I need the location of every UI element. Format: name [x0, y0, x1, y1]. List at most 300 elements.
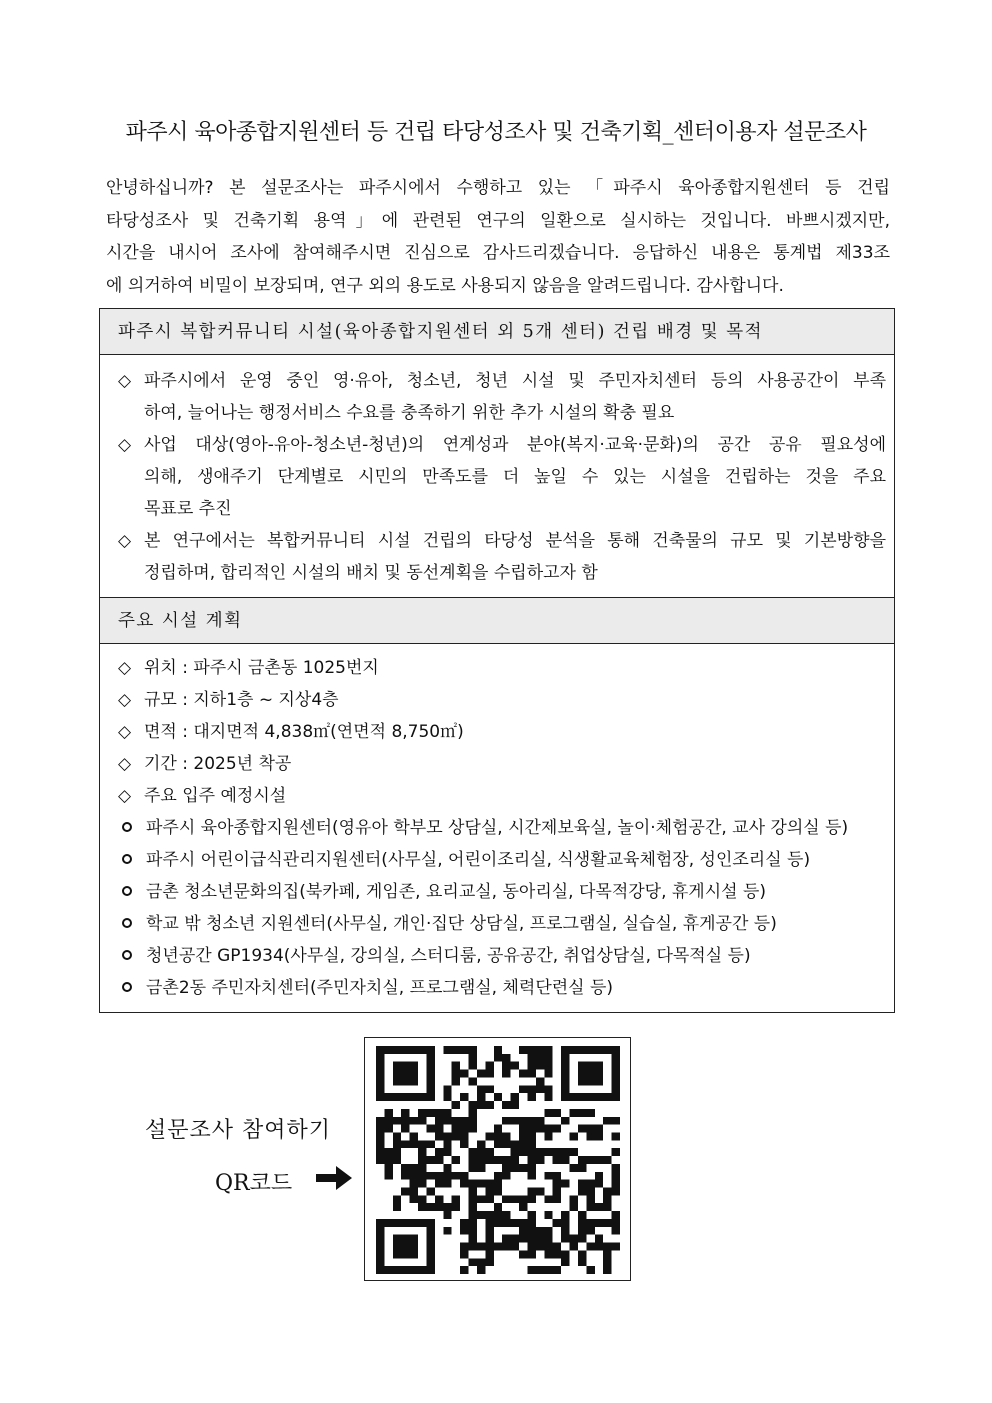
qr-module: [485, 1180, 493, 1188]
qr-module: [376, 1219, 384, 1227]
qr-module: [586, 1093, 594, 1101]
qr-module: [578, 1188, 586, 1196]
qr-module: [527, 1227, 535, 1235]
qr-module: [418, 1093, 426, 1101]
qr-module: [578, 1164, 586, 1172]
qr-module: [376, 1266, 384, 1274]
qr-module: [586, 1156, 594, 1164]
qr-module: [561, 1156, 569, 1164]
qr-module: [469, 1109, 477, 1117]
diamond-icon: ◇: [118, 690, 132, 710]
qr-module: [384, 1219, 392, 1227]
qr-module: [485, 1132, 493, 1140]
qr-module: [393, 1243, 401, 1251]
qr-module: [443, 1132, 451, 1140]
qr-module: [527, 1188, 535, 1196]
qr-module: [561, 1085, 569, 1093]
qr-module: [536, 1148, 544, 1156]
qr-module: [477, 1243, 485, 1251]
qr-module: [519, 1219, 527, 1227]
qr-module: [418, 1117, 426, 1125]
qr-module: [485, 1188, 493, 1196]
qr-module: [443, 1046, 451, 1054]
qr-module: [418, 1148, 426, 1156]
qr-module: [426, 1258, 434, 1266]
qr-module: [544, 1109, 552, 1117]
qr-module: [595, 1219, 603, 1227]
qr-module: [460, 1046, 468, 1054]
qr-module: [393, 1148, 401, 1156]
qr-module: [536, 1062, 544, 1070]
qr-module: [519, 1250, 527, 1258]
qr-module: [595, 1172, 603, 1180]
qr-module: [603, 1250, 611, 1258]
qr-module: [376, 1243, 384, 1251]
qr-module: [502, 1054, 510, 1062]
qr-module: [460, 1070, 468, 1078]
qr-module: [485, 1101, 493, 1109]
qr-module: [595, 1077, 603, 1085]
qr-module: [527, 1054, 535, 1062]
qr-module: [561, 1250, 569, 1258]
qr-module: [578, 1109, 586, 1117]
qr-module: [393, 1195, 401, 1203]
qr-module: [586, 1070, 594, 1078]
qr-module: [435, 1156, 443, 1164]
qr-module: [401, 1243, 409, 1251]
qr-module: [452, 1062, 460, 1070]
qr-module: [452, 1203, 460, 1211]
qr-module: [595, 1070, 603, 1078]
qr-module: [586, 1132, 594, 1140]
qr-module: [485, 1070, 493, 1078]
facility-item: 금촌 청소년문화의집(북카페, 게임존, 요리교실, 동아리실, 다목적강당, 휴게시설 등): [110, 876, 886, 908]
bullet-line: 정립하며, 합리적인 시설의 배치 및 동선계획을 수립하고자 함: [144, 563, 598, 583]
qr-module: [376, 1250, 384, 1258]
qr-module: [469, 1046, 477, 1054]
qr-module: [519, 1085, 527, 1093]
qr-module: [502, 1235, 510, 1243]
qr-module: [485, 1156, 493, 1164]
qr-module: [544, 1148, 552, 1156]
qr-module: [502, 1062, 510, 1070]
qr-module: [612, 1046, 620, 1054]
qr-module: [401, 1266, 409, 1274]
qr-module: [452, 1195, 460, 1203]
qr-module: [502, 1164, 510, 1172]
qr-module: [485, 1062, 493, 1070]
qr-module: [502, 1156, 510, 1164]
qr-module: [536, 1046, 544, 1054]
qr-module: [452, 1077, 460, 1085]
qr-module: [410, 1140, 418, 1148]
qr-module: [435, 1180, 443, 1188]
qr-module: [502, 1117, 510, 1125]
qr-module: [570, 1235, 578, 1243]
qr-module: [536, 1054, 544, 1062]
qr-module: [511, 1117, 519, 1125]
qr-module: [460, 1093, 468, 1101]
qr-module: [502, 1172, 510, 1180]
qr-module: [553, 1195, 561, 1203]
qr-module: [603, 1195, 611, 1203]
qr-module: [578, 1077, 586, 1085]
qr-module: [393, 1132, 401, 1140]
qr-module: [418, 1266, 426, 1274]
qr-module: [586, 1125, 594, 1133]
qr-module: [485, 1243, 493, 1251]
intro-line: 에 의거하여 비밀이 보장되며, 연구 외의 용도로 사용되지 않음을 알려드립니다. 감사합니다.: [106, 275, 784, 296]
qr-module: [384, 1266, 392, 1274]
qr-module: [544, 1211, 552, 1219]
qr-module: [527, 1070, 535, 1078]
qr-module: [384, 1117, 392, 1125]
qr-module: [511, 1062, 519, 1070]
qr-module: [401, 1172, 409, 1180]
qr-module: [477, 1211, 485, 1219]
qr-module: [426, 1140, 434, 1148]
qr-module: [469, 1235, 477, 1243]
qr-module: [527, 1235, 535, 1243]
qr-module: [595, 1203, 603, 1211]
qr-module: [519, 1148, 527, 1156]
qr-module: [401, 1077, 409, 1085]
qr-module: [410, 1243, 418, 1251]
qr-module: [578, 1211, 586, 1219]
qr-module: [393, 1140, 401, 1148]
qr-module: [578, 1046, 586, 1054]
qr-module: [553, 1266, 561, 1274]
qr-module: [384, 1109, 392, 1117]
qr-module: [410, 1117, 418, 1125]
qr-code-frame[interactable]: [364, 1037, 631, 1281]
intro-line: 안녕하십니까? 본 설문조사는 파주시에서 수행하고 있는 「파주시 육아종합지원센터 등 건립: [106, 178, 890, 198]
qr-module: [426, 1243, 434, 1251]
qr-module: [544, 1227, 552, 1235]
qr-module: [527, 1266, 535, 1274]
qr-module: [586, 1219, 594, 1227]
qr-module: [418, 1195, 426, 1203]
qr-module: [544, 1093, 552, 1101]
qr-module: [401, 1093, 409, 1101]
qr-module: [393, 1266, 401, 1274]
qr-module: [426, 1250, 434, 1258]
qr-module: [410, 1132, 418, 1140]
qr-module: [460, 1250, 468, 1258]
plan-item: ◇ 기간 : 2025년 착공: [118, 748, 886, 780]
qr-module: [578, 1219, 586, 1227]
qr-code-icon[interactable]: [376, 1046, 620, 1274]
qr-module: [502, 1243, 510, 1251]
qr-module: [612, 1093, 620, 1101]
qr-module: [595, 1243, 603, 1251]
qr-module: [401, 1062, 409, 1070]
qr-module: [527, 1164, 535, 1172]
qr-module: [494, 1172, 502, 1180]
qr-module: [469, 1148, 477, 1156]
qr-module: [536, 1243, 544, 1251]
qr-module: [570, 1109, 578, 1117]
qr-module: [393, 1093, 401, 1101]
circle-bullet-icon: [122, 854, 132, 864]
qr-module: [527, 1195, 535, 1203]
qr-module: [376, 1070, 384, 1078]
qr-module: [519, 1046, 527, 1054]
qr-module: [578, 1062, 586, 1070]
qr-module: [469, 1243, 477, 1251]
qr-module: [376, 1085, 384, 1093]
facility-item: 학교 밖 청소년 지원센터(사무실, 개인·집단 상담실, 프로그램실, 실습실, 휴게공간 등): [110, 908, 886, 940]
qr-module: [426, 1188, 434, 1196]
qr-module: [595, 1062, 603, 1070]
qr-module: [561, 1117, 569, 1125]
qr-module: [410, 1195, 418, 1203]
qr-module: [527, 1219, 535, 1227]
qr-module: [519, 1125, 527, 1133]
circle-bullet-icon: [122, 918, 132, 928]
qr-module: [393, 1046, 401, 1054]
document-title: 파주시 육아종합지원센터 등 건립 타당성조사 및 건축기획_센터이용자 설문조사: [125, 120, 867, 145]
qr-module: [376, 1125, 384, 1133]
qr-module: [469, 1258, 477, 1266]
qr-module: [578, 1125, 586, 1133]
facility-item: 파주시 육아종합지원센터(영유아 학부모 상담실, 시간제보육실, 놀이·체험공간, 교사 강의실 등): [110, 812, 886, 844]
qr-module: [570, 1203, 578, 1211]
qr-module: [443, 1148, 451, 1156]
qr-module: [553, 1219, 561, 1227]
qr-module: [401, 1164, 409, 1172]
qr-module: [511, 1243, 519, 1251]
qr-module: [384, 1046, 392, 1054]
qr-module: [469, 1227, 477, 1235]
qr-module: [494, 1093, 502, 1101]
qr-module: [443, 1180, 451, 1188]
qr-module: [553, 1250, 561, 1258]
qr-module: [376, 1046, 384, 1054]
qr-module: [511, 1093, 519, 1101]
intro-line: 시간을 내시어 조사에 참여해주시면 진심으로 감사드리겠습니다. 응답하신 내용은 통계법 제33조: [106, 243, 890, 263]
qr-module: [586, 1062, 594, 1070]
qr-module: [502, 1211, 510, 1219]
qr-module: [494, 1180, 502, 1188]
plan-item: ◇ 주요 입주 예정시설: [118, 780, 886, 812]
qr-module: [469, 1180, 477, 1188]
qr-module: [527, 1062, 535, 1070]
qr-module: [553, 1109, 561, 1117]
qr-module: [536, 1156, 544, 1164]
qr-module: [443, 1093, 451, 1101]
qr-module: [612, 1085, 620, 1093]
qr-module: [612, 1211, 620, 1219]
qr-module: [469, 1188, 477, 1196]
circle-bullet-icon: [122, 950, 132, 960]
qr-module: [612, 1180, 620, 1188]
qr-module: [544, 1085, 552, 1093]
qr-module: [418, 1140, 426, 1148]
qr-module: [570, 1132, 578, 1140]
facility-plan-section: [99, 597, 895, 1013]
qr-module: [544, 1046, 552, 1054]
qr-module: [469, 1125, 477, 1133]
qr-module: [485, 1085, 493, 1093]
qr-module: [460, 1117, 468, 1125]
qr-module: [460, 1219, 468, 1227]
qr-module: [477, 1140, 485, 1148]
qr-module: [561, 1070, 569, 1078]
qr-module: [426, 1227, 434, 1235]
qr-module: [376, 1227, 384, 1235]
qr-module: [586, 1203, 594, 1211]
qr-module: [443, 1172, 451, 1180]
qr-module: [553, 1156, 561, 1164]
qr-module: [603, 1093, 611, 1101]
qr-module: [410, 1266, 418, 1274]
qr-module: [502, 1132, 510, 1140]
qr-module: [494, 1132, 502, 1140]
qr-module: [426, 1125, 434, 1133]
qr-module: [426, 1093, 434, 1101]
qr-module: [376, 1077, 384, 1085]
qr-module: [544, 1266, 552, 1274]
qr-module: [452, 1125, 460, 1133]
qr-module: [511, 1140, 519, 1148]
qr-module: [519, 1235, 527, 1243]
qr-module: [452, 1070, 460, 1078]
qr-module: [426, 1062, 434, 1070]
qr-module: [544, 1070, 552, 1078]
qr-module: [570, 1046, 578, 1054]
qr-module: [435, 1148, 443, 1156]
circle-bullet-icon: [122, 886, 132, 896]
bullet-line: 사업 대상(영아-유아-청소년-청년)의 연계성과 분야(복지·교육·문화)의 공간 공유 필요성에: [144, 435, 886, 455]
qr-module: [477, 1195, 485, 1203]
qr-module: [519, 1132, 527, 1140]
qr-module: [494, 1140, 502, 1148]
qr-module: [485, 1211, 493, 1219]
qr-module: [544, 1195, 552, 1203]
diamond-icon: ◇: [118, 722, 132, 742]
qr-module: [485, 1227, 493, 1235]
qr-module: [426, 1070, 434, 1078]
qr-module: [410, 1046, 418, 1054]
qr-module: [536, 1077, 544, 1085]
qr-module: [401, 1235, 409, 1243]
qr-module: [544, 1125, 552, 1133]
qr-module: [595, 1156, 603, 1164]
qr-module: [586, 1046, 594, 1054]
qr-module: [435, 1117, 443, 1125]
qr-module: [494, 1243, 502, 1251]
qr-module: [502, 1101, 510, 1109]
qr-module: [511, 1235, 519, 1243]
qr-module: [578, 1093, 586, 1101]
qr-module: [586, 1109, 594, 1117]
diamond-icon: ◇: [118, 435, 132, 455]
bullet-line: 본 연구에서는 복합커뮤니티 시설 건립의 타당성 분석을 통해 건축물의 규모 및 기본방향을: [144, 531, 886, 551]
qr-module: [527, 1211, 535, 1219]
qr-module: [494, 1046, 502, 1054]
qr-module: [393, 1203, 401, 1211]
qr-module: [544, 1062, 552, 1070]
qr-module: [485, 1258, 493, 1266]
qr-module: [595, 1125, 603, 1133]
qr-module: [435, 1125, 443, 1133]
qr-module: [435, 1203, 443, 1211]
qr-module: [570, 1093, 578, 1101]
qr-module: [469, 1054, 477, 1062]
qr-module: [502, 1070, 510, 1078]
qr-module: [460, 1140, 468, 1148]
qr-module: [612, 1070, 620, 1078]
qr-module: [460, 1243, 468, 1251]
qr-module: [460, 1125, 468, 1133]
qr-module: [418, 1156, 426, 1164]
qr-module: [612, 1077, 620, 1085]
qr-module: [527, 1172, 535, 1180]
qr-module: [561, 1211, 569, 1219]
qr-module: [612, 1243, 620, 1251]
qr-module: [469, 1203, 477, 1211]
qr-module: [384, 1164, 392, 1172]
qr-module: [410, 1235, 418, 1243]
qr-module: [477, 1093, 485, 1101]
qr-module: [469, 1164, 477, 1172]
qr-module: [612, 1219, 620, 1227]
qr-module: [544, 1243, 552, 1251]
qr-module: [519, 1070, 527, 1078]
qr-module: [452, 1046, 460, 1054]
qr-module: [485, 1235, 493, 1243]
qr-module: [401, 1046, 409, 1054]
qr-module: [578, 1070, 586, 1078]
qr-module: [561, 1046, 569, 1054]
facility-plan-heading: 주요 시설 계획: [100, 598, 894, 644]
qr-module: [393, 1156, 401, 1164]
qr-module: [603, 1188, 611, 1196]
qr-module: [519, 1140, 527, 1148]
qr-module: [561, 1227, 569, 1235]
qr-module: [561, 1219, 569, 1227]
qr-module: [452, 1156, 460, 1164]
qr-module: [519, 1227, 527, 1235]
qr-module: [460, 1180, 468, 1188]
qr-module: [393, 1062, 401, 1070]
qr-module: [570, 1243, 578, 1251]
qr-module: [477, 1156, 485, 1164]
qr-module: [443, 1109, 451, 1117]
qr-module: [426, 1235, 434, 1243]
qr-module: [519, 1117, 527, 1125]
qr-module: [511, 1195, 519, 1203]
qr-module: [485, 1148, 493, 1156]
qr-module: [443, 1140, 451, 1148]
qr-code-label: QR코드: [215, 1171, 293, 1196]
qr-module: [443, 1085, 451, 1093]
qr-module: [561, 1077, 569, 1085]
qr-module: [527, 1085, 535, 1093]
qr-module: [477, 1258, 485, 1266]
qr-module: [435, 1172, 443, 1180]
qr-module: [477, 1164, 485, 1172]
qr-module: [494, 1203, 502, 1211]
qr-module: [586, 1227, 594, 1235]
qr-module: [536, 1235, 544, 1243]
circle-bullet-icon: [122, 822, 132, 832]
qr-module: [595, 1046, 603, 1054]
qr-module: [410, 1172, 418, 1180]
qr-module: [603, 1156, 611, 1164]
qr-module: [603, 1046, 611, 1054]
